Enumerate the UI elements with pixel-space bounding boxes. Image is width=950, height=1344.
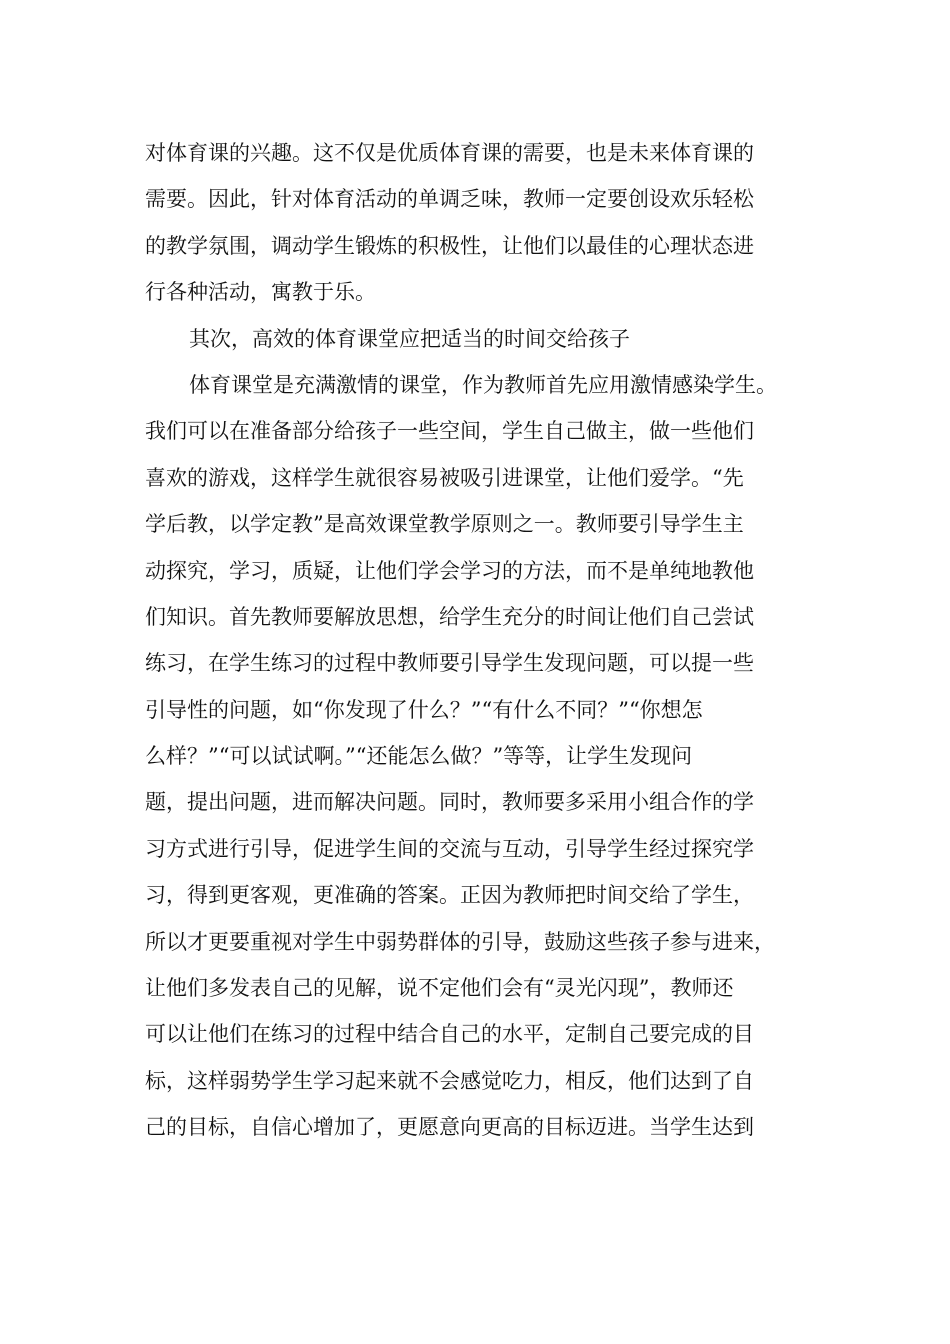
text-line: 可以让他们在练习的过程中结合自己的水平，定制自己要完成的目 (145, 1022, 754, 1047)
text-line: 标，这样弱势学生学习起来就不会感觉吃力，相反，他们达到了自 (145, 1068, 754, 1093)
text-line: 所以才更要重视对学生中弱势群体的引导，鼓励这些孩子参与进来， (145, 929, 775, 954)
text-line: 喜欢的游戏，这样学生就很容易被吸引进课堂，让他们爱学。“先 (145, 465, 744, 490)
text-line: 体育课堂是充满激情的课堂，作为教师首先应用激情感染学生。 (189, 372, 777, 397)
body-text (145, 130, 810, 1151)
text-line: 对体育课的兴趣。这不仅是优质体育课的需要，也是未来体育课的 (145, 141, 754, 165)
text-line: 练习，在学生练习的过程中教师要引导学生发现问题，可以提一些 (145, 651, 754, 676)
text-line: 我们可以在准备部分给孩子一些空间，学生自己做主，做一些他们 (145, 419, 754, 444)
section-heading: 其次，高效的体育课堂应把适当的时间交给孩子 (189, 326, 630, 351)
text-line: 动探究，学习，质疑，让他们学会学习的方法，而不是单纯地教他 (145, 558, 754, 583)
text-line: 们知识。首先教师要解放思想，给学生充分的时间让他们自己尝试 (145, 604, 754, 629)
text-line: 让他们多发表自己的见解，说不定他们会有“灵光闪现”，教师还 (145, 976, 734, 1001)
text-line: 需要。因此，针对体育活动的单调乏味，教师一定要创设欢乐轻松 (145, 187, 754, 212)
text-line: 习方式进行引导，促进学生间的交流与互动，引导学生经过探究学 (145, 836, 754, 861)
text-line: 习，得到更客观，更准确的答案。正因为教师把时间交给了学生， (145, 883, 754, 908)
text-line: 己的目标，自信心增加了，更愿意向更高的目标迈进。当学生达到 (145, 1115, 754, 1140)
text-line: 行各种活动，寓教于乐。 (145, 280, 376, 305)
text-line: 引导性的问题，如“你发现了什么？”“有什么不同？”“你想怎 (145, 697, 703, 722)
text-line: 么样？”“可以试试啊。”“还能怎么做？”等等，让学生发现问 (145, 744, 693, 769)
text-line: 题，提出问题，进而解决问题。同时，教师要多采用小组合作的学 (145, 790, 754, 815)
text-line: 学后教，以学定教”是高效课堂教学原则之一。教师要引导学生主 (145, 512, 744, 537)
text-line: 的教学氛围，调动学生锻炼的积极性，让他们以最佳的心理状态进 (145, 233, 754, 258)
